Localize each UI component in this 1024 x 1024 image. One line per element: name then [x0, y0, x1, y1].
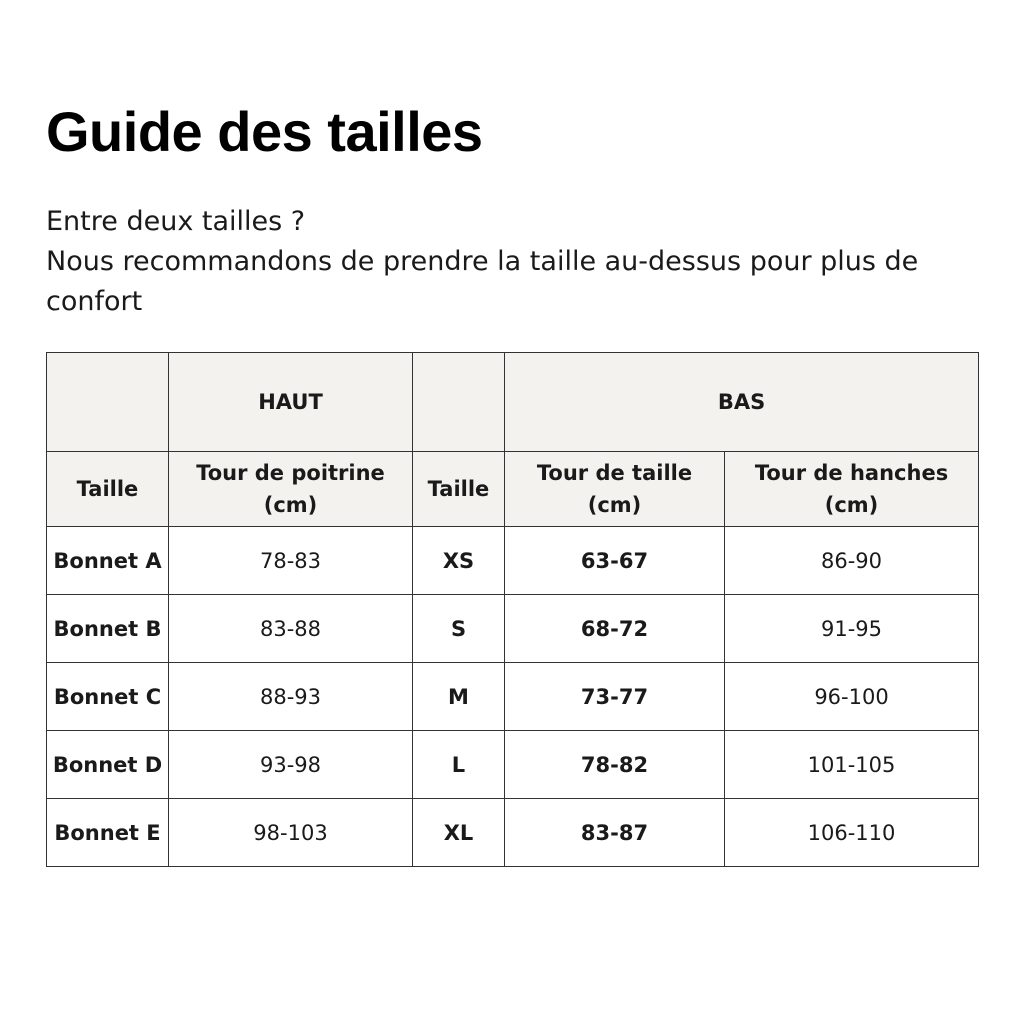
size-cell: S	[413, 595, 505, 663]
bust-cell: 93-98	[169, 731, 413, 799]
size-cell: XL	[413, 799, 505, 867]
group-header-bottom: BAS	[505, 353, 979, 452]
intro-text	[46, 202, 976, 322]
waist-cell: 78-82	[505, 731, 725, 799]
bust-cell: 88-93	[169, 663, 413, 731]
column-header-bust: Tour de poitrine (cm)	[169, 452, 413, 527]
hips-cell: 96-100	[725, 663, 979, 731]
size-guide-table	[46, 352, 979, 867]
hips-cell: 91-95	[725, 595, 979, 663]
waist-cell: 73-77	[505, 663, 725, 731]
empty-corner-cell	[47, 353, 169, 452]
hips-cell: 106-110	[725, 799, 979, 867]
cup-cell: Bonnet A	[47, 527, 169, 595]
hips-cell: 101-105	[725, 731, 979, 799]
empty-group-cell	[413, 353, 505, 452]
cup-cell: Bonnet B	[47, 595, 169, 663]
intro-line-question: Entre deux tailles ?	[46, 206, 306, 237]
column-header-row	[47, 452, 979, 527]
size-cell: L	[413, 731, 505, 799]
waist-cell: 68-72	[505, 595, 725, 663]
table-row	[47, 595, 979, 663]
column-header-cup: Taille	[47, 452, 169, 527]
table-row	[47, 731, 979, 799]
cup-cell: Bonnet D	[47, 731, 169, 799]
hips-cell: 86-90	[725, 527, 979, 595]
size-cell: XS	[413, 527, 505, 595]
page-title: Guide des tailles	[46, 100, 483, 163]
waist-cell: 83-87	[505, 799, 725, 867]
bust-cell: 83-88	[169, 595, 413, 663]
cup-cell: Bonnet C	[47, 663, 169, 731]
column-header-hips: Tour de hanches (cm)	[725, 452, 979, 527]
waist-cell: 63-67	[505, 527, 725, 595]
table-row	[47, 799, 979, 867]
group-header-row	[47, 353, 979, 452]
bust-cell: 78-83	[169, 527, 413, 595]
table-row	[47, 663, 979, 731]
bust-cell: 98-103	[169, 799, 413, 867]
group-header-top: HAUT	[169, 353, 413, 452]
intro-line-recommendation: Nous recommandons de prendre la taille au-dessus pour plus de confort	[46, 246, 919, 317]
table-row	[47, 527, 979, 595]
size-cell: M	[413, 663, 505, 731]
column-header-size: Taille	[413, 452, 505, 527]
cup-cell: Bonnet E	[47, 799, 169, 867]
column-header-waist: Tour de taille (cm)	[505, 452, 725, 527]
